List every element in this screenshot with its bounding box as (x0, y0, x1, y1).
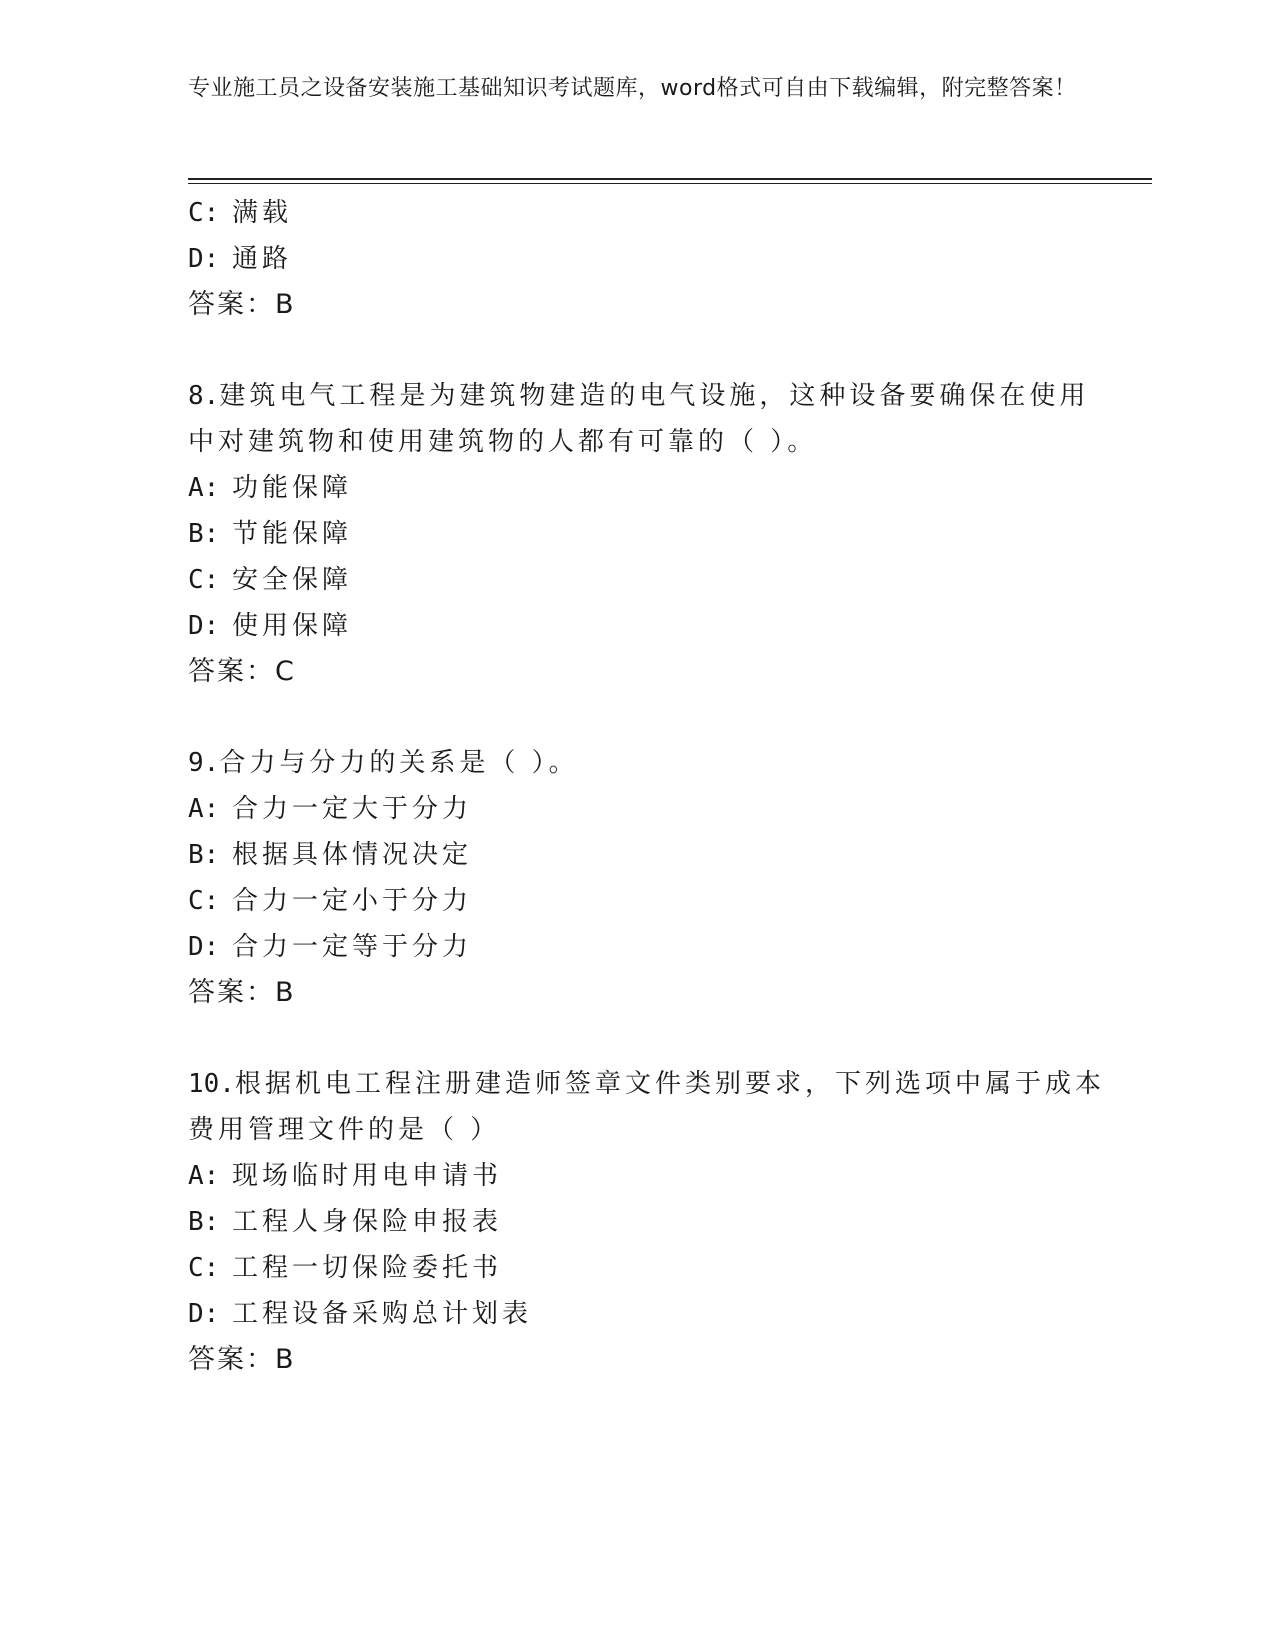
question-content (188, 190, 1105, 1383)
option-letter: A: (188, 1161, 220, 1191)
option-line (188, 1291, 1088, 1337)
option-line (188, 511, 1088, 557)
option-text: 安全保障 (232, 565, 353, 595)
option-text: 功能保障 (232, 473, 353, 503)
option-text: 合力一定等于分力 (232, 932, 473, 962)
option-line (188, 1245, 1088, 1291)
question-stem (188, 740, 1088, 786)
option-letter: D: (188, 244, 220, 274)
option-line (188, 924, 1088, 970)
option-line (188, 878, 1088, 924)
option-text: 合力一定小于分力 (232, 886, 473, 916)
question-stem (188, 1061, 1105, 1107)
option-letter: C: (188, 1253, 220, 1283)
option-text: 节能保障 (232, 519, 353, 549)
question-number: 9. (188, 748, 220, 778)
answer-line: 答案：B (188, 289, 296, 320)
option-line (188, 832, 1088, 878)
option-line (188, 603, 1088, 649)
option-letter: C: (188, 198, 220, 228)
answer-line: 答案：B (188, 1344, 296, 1375)
question-text: 根据机电工程注册建造师签章文件类别要求，下列选项中属于成本 (234, 1069, 1105, 1099)
option-line (188, 1199, 1088, 1245)
option-text: 使用保障 (232, 611, 353, 641)
option-line (188, 465, 1088, 511)
answer-line: 答案：C (188, 656, 296, 687)
question-text: 合力与分力的关系是（ ）。 (219, 748, 579, 778)
option-text: 工程设备采购总计划表 (232, 1299, 533, 1329)
option-letter: A: (188, 473, 220, 503)
option-text: 合力一定大于分力 (232, 794, 473, 824)
document-header (188, 72, 1088, 105)
option-letter: B: (188, 840, 220, 870)
option-line (188, 236, 1088, 282)
option-text: 满载 (232, 198, 293, 228)
question-text: 费用管理文件的是（ ） (188, 1115, 501, 1145)
option-letter: B: (188, 519, 220, 549)
question-stem-continued (188, 419, 1088, 465)
option-letter: D: (188, 1299, 220, 1329)
question-text: 中对建筑物和使用建筑物的人都有可靠的（ ）。 (188, 427, 818, 457)
option-text: 工程一切保险委托书 (232, 1253, 503, 1283)
header-title: 专业施工员之设备安装施工基础知识考试题库，word格式可自由下载编辑，附完整答案！ (188, 76, 1077, 101)
header-divider (188, 178, 1152, 180)
option-line (188, 786, 1088, 832)
option-letter: A: (188, 794, 220, 824)
header-divider-thin (188, 183, 1152, 184)
question-text: 建筑电气工程是为建筑物建造的电气设施，这种设备要确保在使用 (219, 381, 1090, 411)
option-text: 工程人身保险申报表 (232, 1207, 503, 1237)
question-number: 8. (188, 381, 220, 411)
option-line (188, 1153, 1088, 1199)
option-text: 现场临时用电申请书 (232, 1161, 503, 1191)
option-text: 通路 (232, 244, 293, 274)
option-letter: D: (188, 932, 220, 962)
question-stem-continued (188, 1107, 1088, 1153)
option-letter: B: (188, 1207, 220, 1237)
option-line (188, 190, 1088, 236)
option-letter: C: (188, 886, 220, 916)
answer-line: 答案：B (188, 977, 296, 1008)
option-line (188, 557, 1088, 603)
question-number: 10. (188, 1069, 235, 1099)
question-stem (188, 373, 1088, 419)
option-text: 根据具体情况决定 (232, 840, 473, 870)
option-letter: D: (188, 611, 220, 641)
option-letter: C: (188, 565, 220, 595)
